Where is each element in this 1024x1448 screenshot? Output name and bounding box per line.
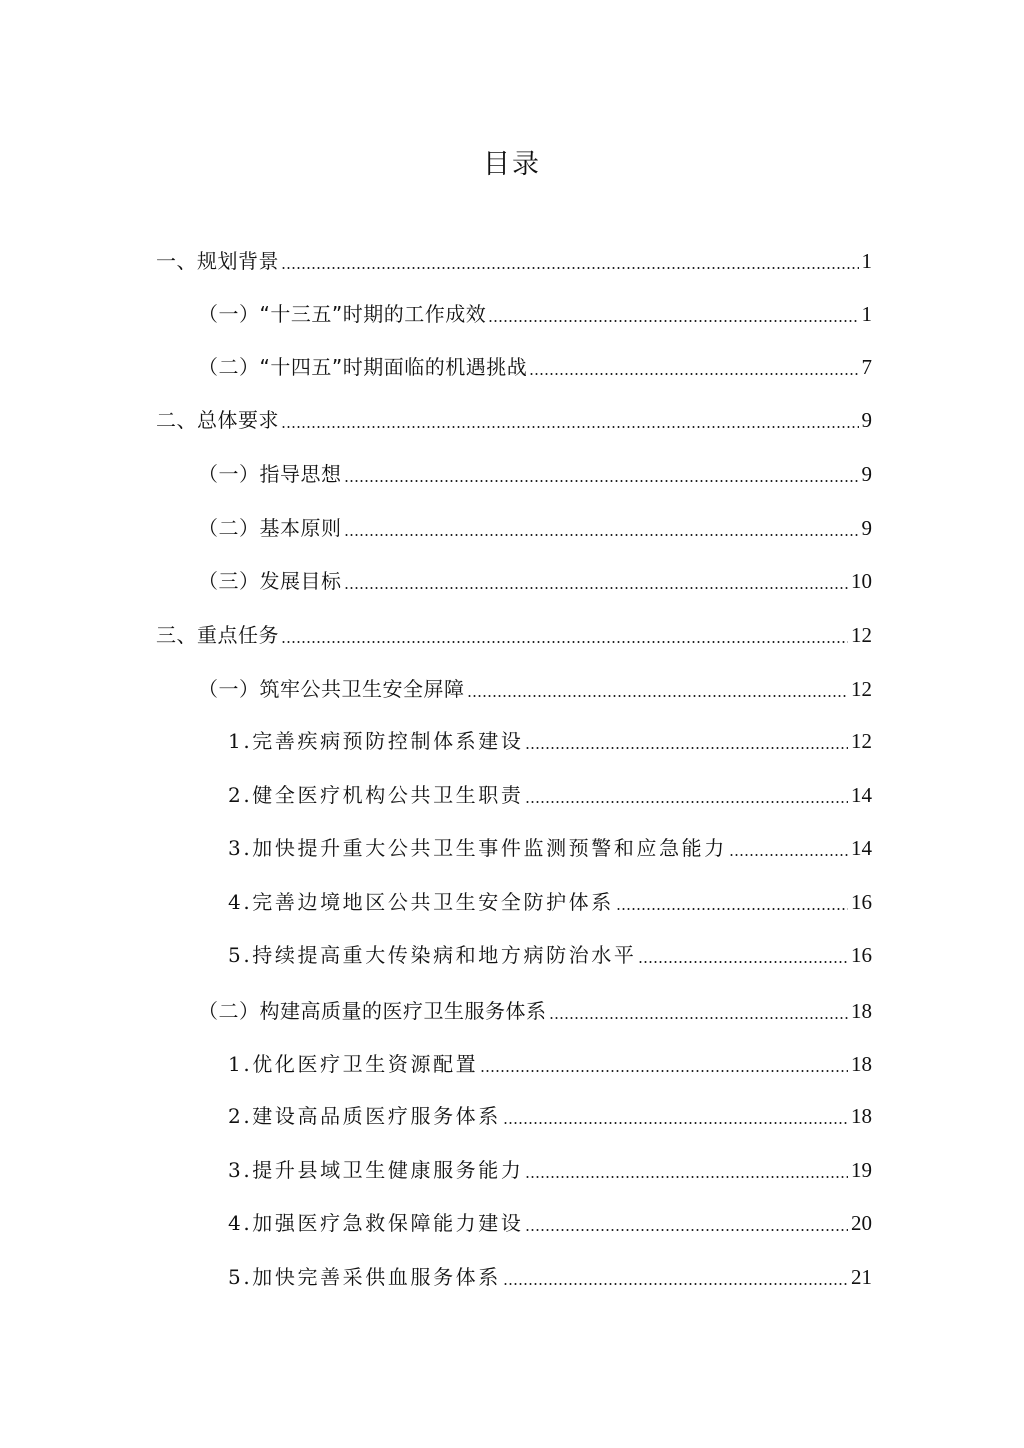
toc-entry-label: （三）发展目标 [198,569,342,593]
toc-page-number: 18 [851,1052,872,1076]
toc-entry-label: 2.建设高品质医疗服务体系 [228,1104,501,1128]
toc-entry-label: 一、规划背景 [156,249,279,273]
toc-entry-section-1-1[interactable] [198,299,872,329]
dot-leader [344,534,859,536]
toc-page-number: 10 [851,569,872,593]
toc-page-number: 20 [851,1211,872,1235]
toc-entry-section-3-1-1[interactable] [228,726,872,756]
toc-entry-label: （一）筑牢公共卫生安全屏障 [198,677,465,701]
dot-leader [529,373,858,375]
toc-entry-label: 5.加快完善采供血服务体系 [228,1265,501,1289]
dot-leader [729,854,848,856]
toc-page-number: 9 [861,408,872,432]
toc-entry-section-3-1-5[interactable] [228,940,872,970]
dot-leader [488,320,858,322]
dot-leader [525,747,848,749]
toc-entry-section-3-1[interactable] [198,674,872,704]
toc-entry-label: 5.持续提高重大传染病和地方病防治水平 [228,943,637,967]
toc-entry-section-3-2[interactable] [198,996,872,1026]
toc-entry-label: 1.优化医疗卫生资源配置 [228,1052,479,1076]
toc-entry-label: 4.加强医疗急救保障能力建设 [228,1211,524,1235]
toc-page-number: 1 [861,302,872,326]
toc-page-number: 12 [851,729,872,753]
toc-entry-section-1[interactable] [156,246,872,276]
toc-entry-section-2-1[interactable] [198,459,872,489]
toc-entry-section-3-2-4[interactable] [228,1208,872,1238]
toc-page-number: 14 [851,836,872,860]
toc-entry-label: 4.完善边境地区公共卫生安全防护体系 [228,890,614,914]
toc-page-number: 18 [851,999,872,1023]
toc-page-number: 12 [851,677,872,701]
toc-page-number: 16 [851,890,872,914]
toc-page-number: 18 [851,1104,872,1128]
toc-entry-label: （一）“十三五”时期的工作成效 [198,302,487,326]
toc-page-number: 14 [851,783,872,807]
toc-page-number: 19 [851,1158,872,1182]
toc-entry-label: 1.完善疾病预防控制体系建设 [228,729,524,753]
dot-leader [281,426,859,428]
dot-leader [525,1229,848,1231]
toc-entry-section-1-2[interactable] [198,352,872,382]
toc-page-number: 12 [851,623,872,647]
toc-entry-section-3-1-4[interactable] [228,887,872,917]
toc-entry-section-2-3[interactable] [198,566,872,596]
page-title: 目录 [483,149,541,180]
toc-page-number: 9 [861,516,872,540]
toc-entry-section-3-2-2[interactable] [228,1101,872,1131]
toc-entry-label: 三、重点任务 [156,623,279,647]
dot-leader [525,801,848,803]
dot-leader [281,641,848,643]
toc-entry-section-3-2-3[interactable] [228,1155,872,1185]
dot-leader [638,961,848,963]
toc-page-number: 7 [861,355,872,379]
toc-page-number: 16 [851,943,872,967]
dot-leader [344,480,859,482]
dot-leader [616,908,848,910]
toc-entry-label: 3.加快提升重大公共卫生事件监测预警和应急能力 [228,836,727,860]
dot-leader [480,1070,848,1072]
dot-leader [503,1122,848,1124]
dot-leader [549,1017,849,1019]
toc-entry-section-3-1-3[interactable] [228,833,872,863]
toc-entry-label: （二）“十四五”时期面临的机遇挑战 [198,355,528,379]
toc-entry-section-2[interactable] [156,405,872,435]
toc-page-number: 1 [861,249,872,273]
toc-page-number: 9 [861,462,872,486]
dot-leader [525,1176,848,1178]
dot-leader [344,587,849,589]
toc-entry-section-3-2-1[interactable] [228,1049,872,1079]
toc-entry-label: 二、总体要求 [156,408,279,432]
toc-entry-section-3-2-5[interactable] [228,1262,872,1292]
toc-entry-label: 2.健全医疗机构公共卫生职责 [228,783,524,807]
dot-leader [503,1283,848,1285]
dot-leader [467,695,849,697]
dot-leader [281,267,859,269]
toc-entry-section-2-2[interactable] [198,513,872,543]
toc-entry-section-3-1-2[interactable] [228,780,872,810]
toc-page-number: 21 [851,1265,872,1289]
toc-entry-label: （一）指导思想 [198,462,342,486]
toc-entry-label: （二）构建高质量的医疗卫生服务体系 [198,999,547,1023]
toc-entry-label: （二）基本原则 [198,516,342,540]
toc-entry-label: 3.提升县域卫生健康服务能力 [228,1158,524,1182]
toc-entry-section-3[interactable] [156,620,872,650]
